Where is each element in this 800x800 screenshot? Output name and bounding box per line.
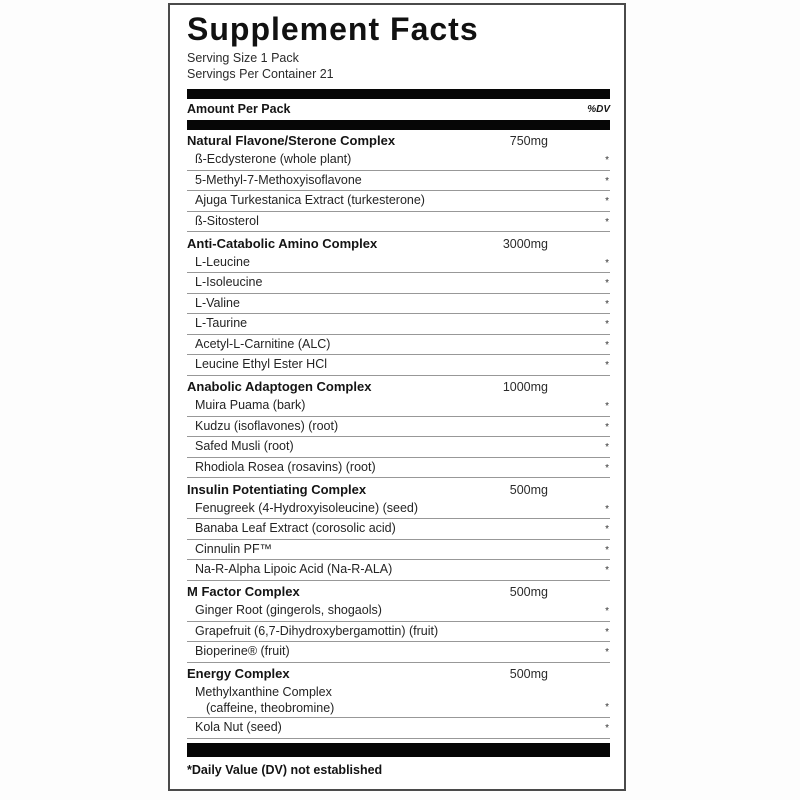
column-header-dv: %DV (587, 103, 610, 115)
ingredient-name: Ajuga Turkestanica Extract (turkesterone) (195, 193, 425, 208)
ingredient-dv-asterisk: * (605, 606, 609, 618)
ingredient-name-block (195, 460, 376, 476)
ingredient-name: Banaba Leaf Extract (corosolic acid) (195, 521, 396, 536)
complex-section (187, 376, 610, 479)
ingredient-dv-asterisk: * (605, 626, 609, 638)
ingredient-name-block (195, 337, 330, 353)
ingredient-name-block (195, 419, 338, 435)
ingredient-name-block (195, 685, 334, 716)
complex-section (187, 581, 610, 663)
ingredient-dv-asterisk: * (605, 462, 609, 474)
ingredient-name: Fenugreek (4-Hydroxyisoleucine) (seed) (195, 500, 419, 515)
ingredient-dv-asterisk: * (605, 298, 609, 310)
ingredient-dv-asterisk: * (605, 319, 609, 331)
ingredient-row (187, 499, 610, 520)
divider-bar-top (187, 89, 610, 99)
ingredient-name: Kudzu (isoflavones) (root) (195, 418, 339, 433)
ingredient-name-block (195, 173, 362, 189)
ingredient-dv-asterisk: * (605, 278, 609, 290)
ingredient-row (187, 335, 610, 356)
ingredient-row (187, 560, 610, 581)
ingredient-name-block (195, 624, 438, 640)
servings-per-container: Servings Per Container 21 (187, 66, 334, 81)
ingredient-name: 5-Methyl-7-Methoxyisoflavone (195, 172, 362, 187)
ingredient-row (187, 718, 610, 739)
ingredient-name: Kola Nut (seed) (195, 720, 282, 735)
complex-header-row (187, 663, 610, 684)
ingredient-dv-asterisk: * (605, 175, 609, 187)
ingredient-row (187, 458, 610, 479)
ingredient-name-block (195, 644, 290, 660)
ingredient-dv-asterisk: * (605, 216, 609, 228)
ingredient-row (187, 437, 610, 458)
ingredient-name: Cinnulin PF™ (195, 541, 273, 556)
ingredient-name-block (195, 521, 396, 537)
ingredient-rows (187, 253, 610, 376)
ingredient-row (187, 417, 610, 438)
ingredient-name-block (195, 501, 418, 517)
divider-bar-bottom (187, 743, 610, 757)
divider-bar-mid (187, 120, 610, 130)
complex-name: Energy Complex (187, 666, 290, 682)
complex-amount: 500mg (509, 585, 548, 600)
ingredient-row (187, 171, 610, 192)
ingredient-name-block (195, 193, 425, 209)
ingredient-name: Safed Musli (root) (195, 439, 294, 454)
ingredient-name: Na-R-Alpha Lipoic Acid (Na-R-ALA) (195, 562, 393, 577)
complex-amount: 500mg (509, 667, 548, 682)
ingredient-rows (187, 499, 610, 581)
ingredient-rows (187, 396, 610, 478)
ingredient-dv-asterisk: * (605, 723, 609, 735)
ingredient-name: Muira Puama (bark) (195, 398, 306, 413)
ingredient-name-block (195, 152, 351, 168)
ingredient-dv-asterisk: * (605, 421, 609, 433)
complex-header-row (187, 376, 610, 397)
ingredient-name-block (195, 720, 282, 736)
complex-section (187, 130, 610, 233)
complex-section (187, 478, 610, 581)
ingredient-name: L-Leucine (195, 254, 250, 269)
ingredient-dv-asterisk: * (605, 360, 609, 372)
ingredient-row (187, 622, 610, 643)
ingredient-row (187, 642, 610, 663)
ingredient-name: Leucine Ethyl Ester HCl (195, 357, 328, 372)
ingredient-dv-asterisk: * (605, 155, 609, 167)
complex-amount: 1000mg (502, 380, 548, 395)
ingredient-dv-asterisk: * (605, 647, 609, 659)
column-header-row (187, 99, 610, 120)
ingredient-dv-asterisk: * (605, 442, 609, 454)
ingredient-dv-asterisk: * (605, 565, 609, 577)
ingredient-dv-asterisk: * (605, 401, 609, 413)
ingredient-name-block (195, 255, 250, 271)
complex-amount: 750mg (509, 134, 548, 149)
daily-value-footnote: *Daily Value (DV) not established (187, 762, 383, 777)
ingredient-name-block (195, 214, 259, 230)
ingredient-name: L-Isoleucine (195, 275, 263, 290)
ingredient-name-block (195, 357, 327, 373)
ingredient-dv-asterisk: * (605, 257, 609, 269)
complex-header-row (187, 478, 610, 499)
ingredient-row (187, 519, 610, 540)
ingredient-subname: (caffeine, theobromine) (206, 700, 335, 715)
complex-name: Natural Flavone/Sterone Complex (187, 133, 396, 149)
ingredient-name: L-Valine (195, 295, 240, 310)
ingredient-name-block (195, 296, 240, 312)
ingredient-name: ß-Ecdysterone (whole plant) (195, 152, 352, 167)
ingredient-name: Acetyl-L-Carnitine (ALC) (195, 336, 331, 351)
panel-title: Supplement Facts (187, 11, 479, 47)
ingredient-dv-asterisk: * (605, 339, 609, 351)
ingredient-row (187, 150, 610, 171)
complex-amount: 3000mg (502, 236, 548, 251)
ingredient-rows (187, 601, 610, 663)
complex-name: Anabolic Adaptogen Complex (187, 379, 372, 395)
ingredient-row (187, 601, 610, 622)
ingredient-dv-asterisk: * (605, 503, 609, 515)
ingredient-name-block (195, 316, 247, 332)
complex-name: Insulin Potentiating Complex (187, 481, 367, 497)
ingredient-row (187, 355, 610, 376)
ingredient-row (187, 212, 610, 233)
ingredient-dv-asterisk: * (605, 701, 609, 713)
sections (187, 130, 610, 739)
ingredient-name: Methylxanthine Complex (195, 685, 332, 700)
ingredient-dv-asterisk: * (605, 196, 609, 208)
ingredient-dv-asterisk: * (605, 544, 609, 556)
column-header-amount: Amount Per Pack (187, 102, 291, 117)
ingredient-row (187, 273, 610, 294)
complex-section (187, 663, 610, 739)
ingredient-name-block (195, 275, 262, 291)
ingredient-row (187, 396, 610, 417)
ingredient-name: ß-Sitosterol (195, 213, 259, 228)
complex-section (187, 232, 610, 376)
complex-header-row (187, 232, 610, 253)
ingredient-name: Bioperine® (fruit) (195, 644, 290, 659)
ingredient-name-block (195, 603, 382, 619)
complex-header-row (187, 130, 610, 151)
complex-name: M Factor Complex (187, 584, 300, 600)
complex-amount: 500mg (509, 482, 548, 497)
ingredient-name: L-Taurine (195, 316, 248, 331)
complex-name: Anti-Catabolic Amino Complex (187, 235, 378, 251)
complex-header-row (187, 581, 610, 602)
ingredient-row (187, 253, 610, 274)
ingredient-row (187, 294, 610, 315)
ingredient-name: Rhodiola Rosea (rosavins) (root) (195, 459, 376, 474)
ingredient-name-block (195, 562, 392, 578)
serving-size: Serving Size 1 Pack (187, 50, 299, 65)
ingredient-row (187, 683, 610, 718)
ingredient-name-block (195, 542, 272, 558)
ingredient-row (187, 314, 610, 335)
ingredient-row (187, 540, 610, 561)
ingredient-name-block (195, 398, 305, 414)
ingredient-name: Grapefruit (6,7-Dihydroxybergamottin) (fruit) (195, 623, 439, 638)
ingredient-name-block (195, 439, 294, 455)
supplement-facts-panel (168, 3, 626, 791)
ingredient-name: Ginger Root (gingerols, shogaols) (195, 603, 382, 618)
ingredient-dv-asterisk: * (605, 524, 609, 536)
ingredient-rows (187, 683, 610, 739)
ingredient-row (187, 191, 610, 212)
ingredient-rows (187, 150, 610, 232)
